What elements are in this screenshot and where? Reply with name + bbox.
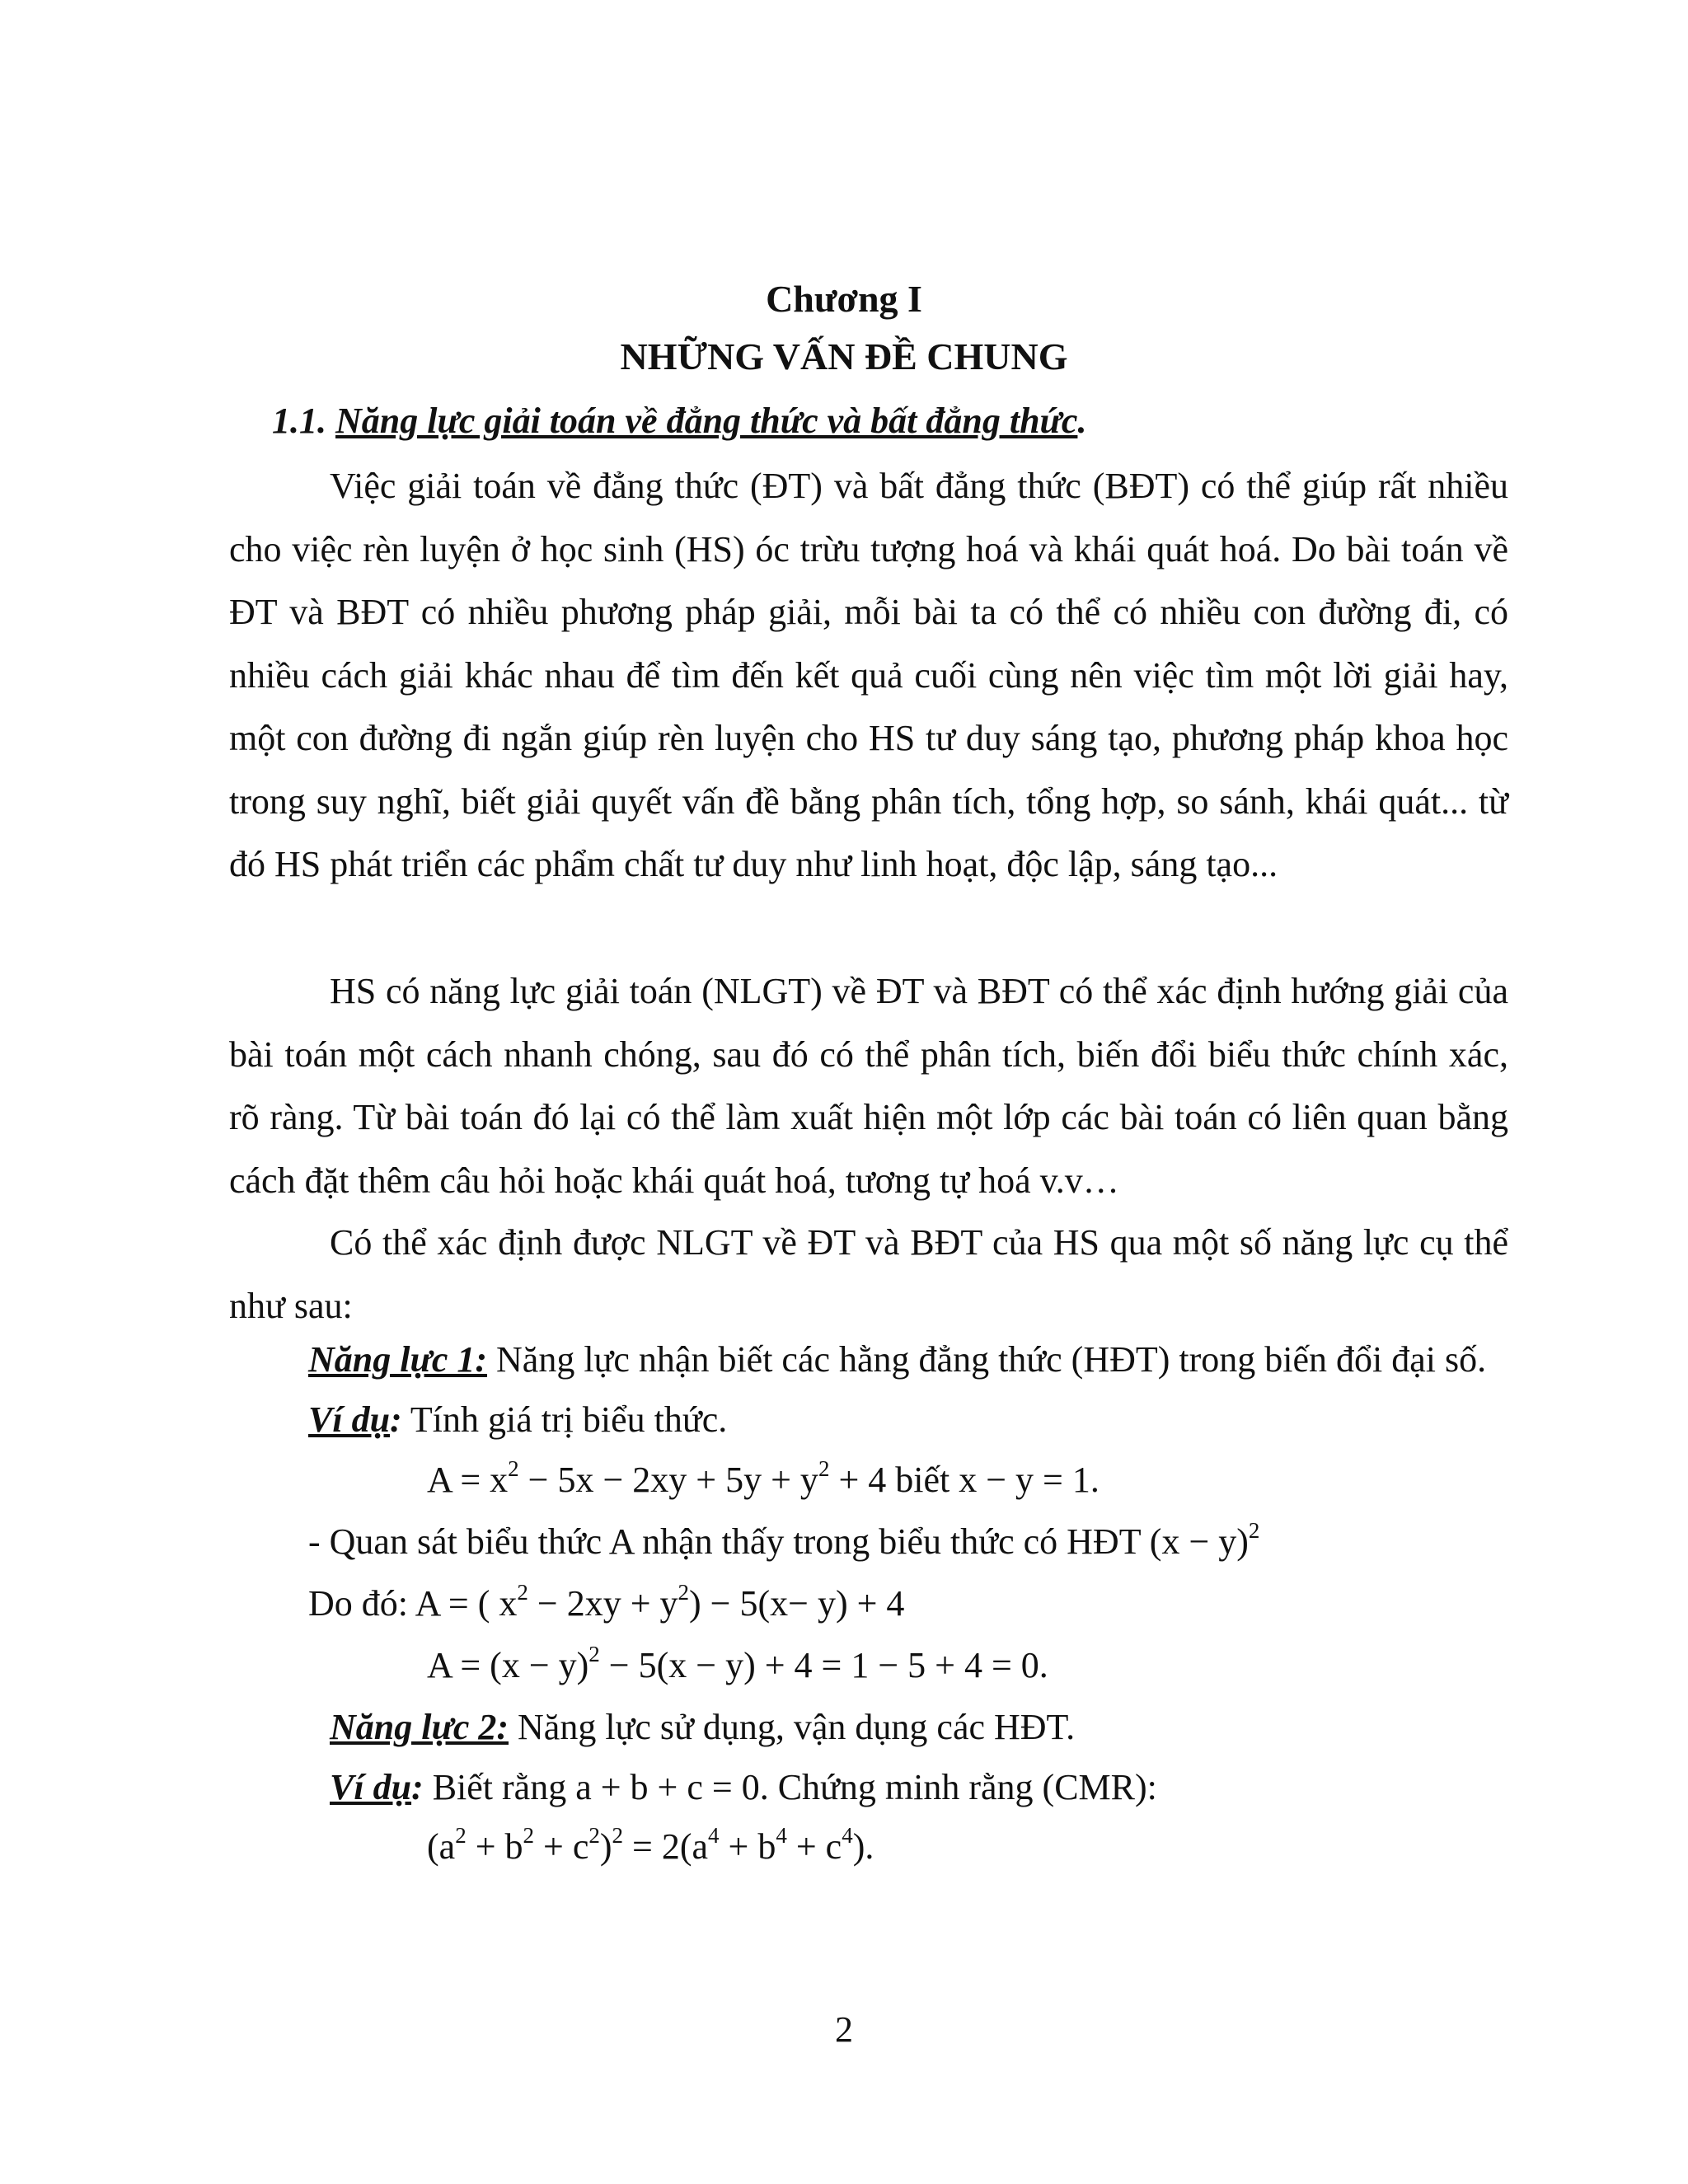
formula-2-part: + b xyxy=(719,1826,776,1867)
example-2-label: Ví dụ xyxy=(330,1767,412,1807)
formula-2-exp: 2 xyxy=(588,1823,600,1848)
observation-exp: 2 xyxy=(1248,1518,1260,1543)
page-number: 2 xyxy=(835,2009,853,2050)
section-title: Năng lực giải toán về đẳng thức và bất đẳng thức xyxy=(335,401,1078,441)
derivation-2-part: − 5(x − y) + 4 = 1 − 5 + 4 = 0. xyxy=(599,1645,1048,1685)
formula-2-part: + c xyxy=(786,1826,842,1867)
formula-1-exp: 2 xyxy=(508,1456,519,1481)
derivation-1-exp: 2 xyxy=(517,1580,528,1605)
example-2 xyxy=(330,1760,1157,1815)
example-1-colon: : xyxy=(390,1399,402,1440)
formula-2-exp: 4 xyxy=(708,1823,720,1848)
example-2-colon: : xyxy=(411,1767,424,1807)
formula-2-part: + b xyxy=(466,1826,523,1867)
formula-2-exp: 2 xyxy=(612,1823,624,1848)
formula-1 xyxy=(427,1453,1100,1511)
paragraph-nlgt: HS có năng lực giải toán (NLGT) về ĐT và BĐT có thể xác định hướng giải của bài toán một cách nhanh chóng, sau đó có thể phân tích, biến đổi biểu thức chính xác, rõ ràng. Từ bài toán đó lại có thể làm xuất hiện một lớp các bài toán có liên quan bằng cách đặt thêm câu hỏi hoặc khái quát hoá, tương tự hoá v.v… xyxy=(229,971,1508,1201)
formula-2-part: ). xyxy=(852,1826,874,1867)
competency-1-text: Năng lực nhận biết các hằng đẳng thức (HĐT) trong biến đổi đại số. xyxy=(487,1339,1487,1380)
example-2-text: Biết rằng a + b + c = 0. Chứng minh rằng (CMR): xyxy=(423,1767,1157,1807)
paragraph-intro: Việc giải toán về đẳng thức (ĐT) và bất đẳng thức (BĐT) có thể giúp rất nhiều cho việc rèn luyện ở học sinh (HS) óc trừu tượng hoá và khái quát hoá. Do bài toán về ĐT và BĐT có nhiều phương pháp giải, mỗi bài ta có thể có nhiều con đường đi, có nhiều cách giải khác nhau để tìm đến kết quả cuối cùng nên việc tìm một lời giải hay, một con đường đi ngắn giúp rèn luyện cho HS tư duy sáng tạo, phương pháp khoa học trong suy nghĩ, biết giải quyết vấn đề bằng phân tích, tổng hợp, so sánh, khái quát... từ đó HS phát triển các phẩm chất tư duy như linh hoạt, độc lập, sáng tạo... xyxy=(229,466,1508,884)
formula-2-part: ) xyxy=(599,1826,612,1867)
formula-1-part: − 5x − 2xy + 5y + y xyxy=(518,1460,818,1500)
formula-2-exp: 2 xyxy=(523,1823,535,1848)
chapter-label: Chương I xyxy=(766,278,922,320)
formula-2-exp: 2 xyxy=(455,1823,467,1848)
formula-2-exp: 4 xyxy=(776,1823,787,1848)
formula-1-part: + 4 biết x − y = 1. xyxy=(829,1460,1100,1500)
formula-2-part: = 2(a xyxy=(623,1826,709,1867)
derivation-2-exp: 2 xyxy=(588,1642,600,1666)
derivation-1-part: − 2xy + y xyxy=(528,1583,678,1624)
formula-2-exp: 4 xyxy=(842,1823,853,1848)
section-heading xyxy=(272,394,1086,448)
derivation-2 xyxy=(427,1638,1048,1697)
derivation-1 xyxy=(308,1577,904,1635)
example-1-label: Ví dụ xyxy=(308,1399,391,1440)
observation-line xyxy=(308,1515,1259,1573)
section-end: . xyxy=(1077,401,1087,441)
observation-text: - Quan sát biểu thức A nhận thấy trong biểu thức có HĐT (x − y) xyxy=(308,1521,1249,1562)
chapter-title: NHỮNG VẤN ĐỀ CHUNG xyxy=(620,335,1068,377)
formula-2-part: + c xyxy=(534,1826,589,1867)
formula-1-part: A = x xyxy=(427,1460,509,1500)
competency-1 xyxy=(308,1333,1486,1387)
derivation-1-part: ) − 5(x− y) + 4 xyxy=(689,1583,905,1624)
formula-2 xyxy=(427,1820,874,1878)
competency-1-label: Năng lực 1: xyxy=(308,1339,488,1380)
example-1 xyxy=(308,1393,727,1447)
competency-2-text: Năng lực sử dụng, vận dụng các HĐT. xyxy=(509,1707,1076,1747)
section-number: 1.1. xyxy=(272,401,326,441)
derivation-1-part: Do đó: A = ( x xyxy=(308,1583,518,1624)
competency-2 xyxy=(330,1700,1075,1755)
derivation-2-part: A = (x − y) xyxy=(427,1645,589,1685)
paragraph-competencies: Có thể xác định được NLGT về ĐT và BĐT của HS qua một số năng lực cụ thể như sau: xyxy=(229,1222,1508,1326)
competency-2-label: Năng lực 2: xyxy=(330,1707,509,1747)
derivation-1-exp: 2 xyxy=(678,1580,690,1605)
example-1-text: Tính giá trị biểu thức. xyxy=(401,1399,728,1440)
formula-2-part: (a xyxy=(427,1826,456,1867)
formula-1-exp: 2 xyxy=(818,1456,830,1481)
